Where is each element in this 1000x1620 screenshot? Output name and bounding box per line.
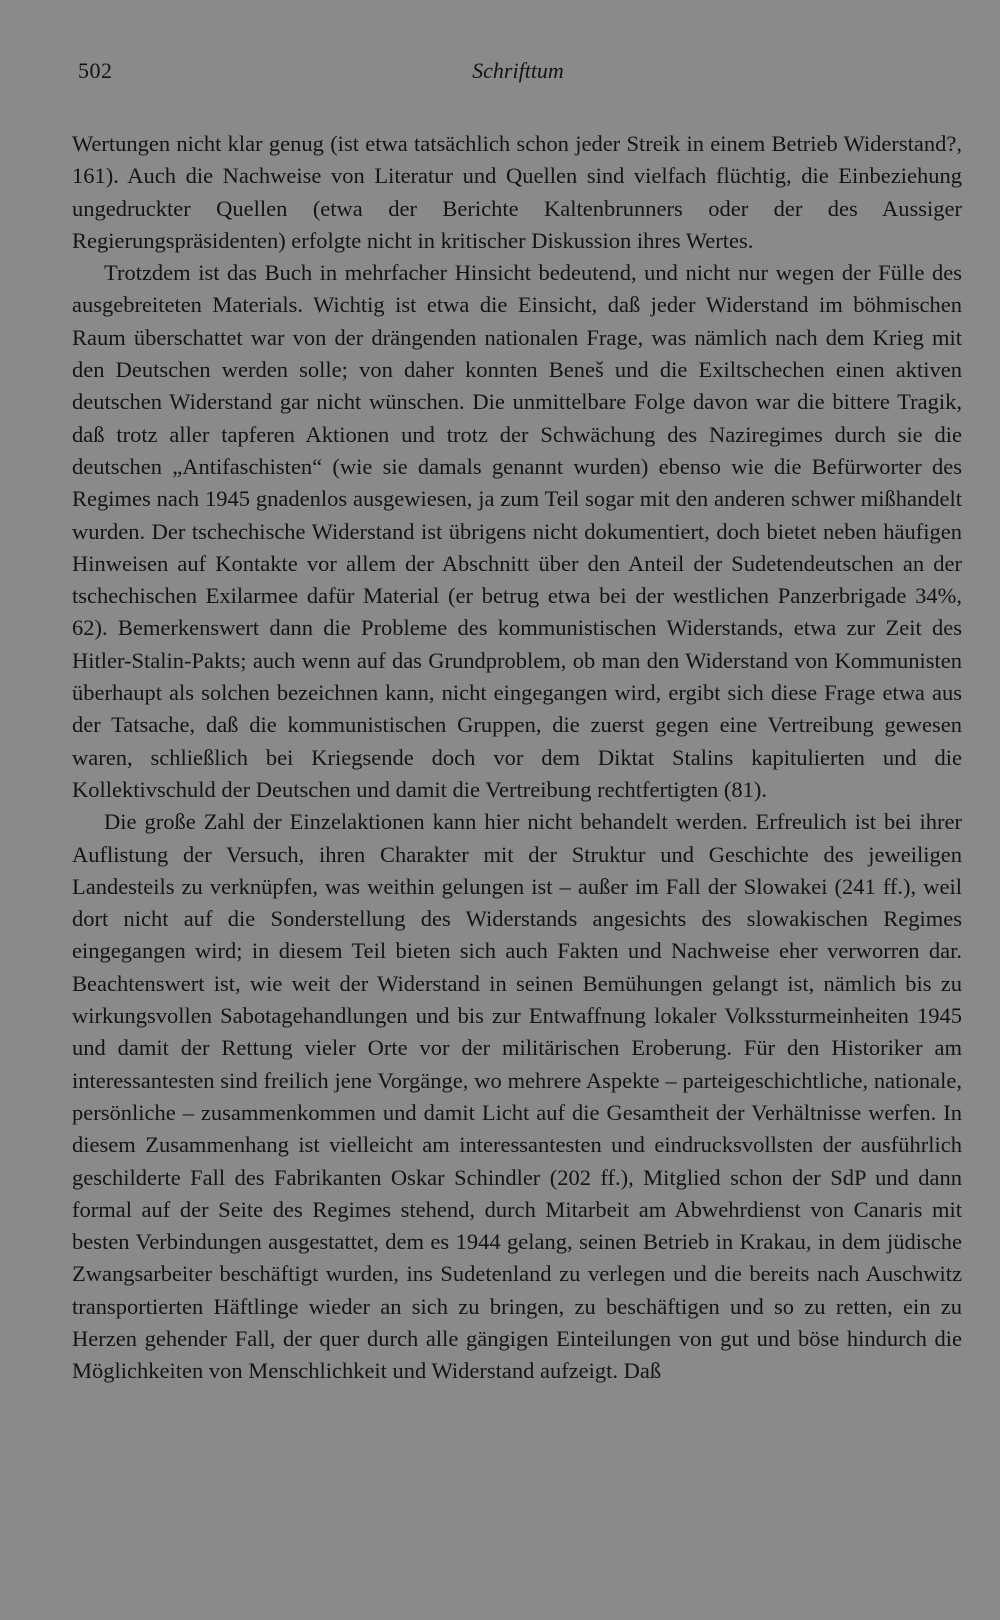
- running-head: [78, 58, 958, 92]
- paragraph-continuation: Wertungen nicht klar genug (ist etwa tatsächlich schon jeder Streik in einem Betrieb Widerstand?, 161). Auch die Nachweise von Literatur und Quellen sind vielfach flüchtig, die Einbeziehung ungedruckter Quellen (etwa der Berichte Kaltenbrunners oder der des Aussiger Regierungspräsidenten) erfolgte nicht in kritischer Diskussion ihres Wertes.: [72, 131, 962, 253]
- body-text: [72, 128, 962, 1388]
- paragraph: Trotzdem ist das Buch in mehrfacher Hinsicht bedeutend, und nicht nur wegen der Fülle des ausgebreiteten Materials. Wichtig ist etwa die Einsicht, daß jeder Widerstand im böhmischen Raum überschattet war von der drängenden nationalen Frage, was nämlich nach dem Krieg mit den Deutschen werden solle; von daher konnten Beneš und die Exiltschechen einen aktiven deutschen Widerstand gar nicht wünschen. Die unmittelbare Folge davon war die bittere Tragik, daß trotz aller tapferen Aktionen und trotz der Schwächung des Naziregimes durch sie die deutschen „Antifaschisten“ (wie sie damals genannt wurden) ebenso wie die Befürworter des Regimes nach 1945 gnadenlos ausgewiesen, ja zum Teil sogar mit den anderen schwer mißhandelt wurden. Der tschechische Widerstand ist übrigens nicht dokumentiert, doch bietet neben häufigen Hinweisen auf Kontakte vor allem der Abschnitt über den Anteil der Sudetendeutschen an der tschechischen Exilarmee dafür Material (er betrug etwa bei der westlichen Panzerbrigade 34%, 62). Bemerkenswert dann die Probleme des kommunistischen Widerstands, etwa zur Zeit des Hitler-Stalin-Pakts; auch wenn auf das Grundproblem, ob man den Widerstand von Kommunisten überhaupt als solchen bezeichnen kann, nicht eingegangen wird, ergibt sich diese Frage etwa aus der Tatsache, daß die kommunistischen Gruppen, die zuerst gegen eine Vertreibung gewesen waren, schließlich bei Kriegsende doch vor dem Diktat Stalins kapitulierten und die Kollektivschuld der Deutschen und damit die Vertreibung rechtfertigten (81).: [72, 260, 962, 802]
- paragraph: Die große Zahl der Einzelaktionen kann hier nicht behandelt werden. Erfreulich ist bei ihrer Auflistung der Versuch, ihren Charakter mit der Struktur und Geschichte des jeweiligen Landesteils zu verknüpfen, was weithin gelungen ist – außer im Fall der Slowakei (241 ff.), weil dort nicht auf die Sonderstellung des Widerstands angesichts des slowakischen Regimes eingegangen wird; in diesem Teil bieten sich auch Fakten und Nachweise eher verworren dar. Beachtenswert ist, wie weit der Widerstand in seinen Bemühungen gelangt ist, nämlich bis zu wirkungsvollen Sabotagehandlungen und bis zur Entwaffnung lokaler Volkssturmeinheiten 1945 und damit der Rettung vieler Orte vor der militärischen Eroberung. Für den Historiker am interessantesten sind freilich jene Vorgänge, wo mehrere Aspekte – parteigeschichtliche, nationale, persönliche – zusammenkommen und damit Licht auf die Gesamtheit der Verhältnisse werfen. In diesem Zusammenhang ist vielleicht am interessantesten und eindrucksvollsten der ausführlich geschilderte Fall des Fabrikanten Oskar Schindler (202 ff.), Mitglied schon der SdP und dann formal auf der Seite des Regimes stehend, durch Mitarbeit am Abwehrdienst von Canaris mit besten Verbindungen ausgestattet, dem es 1944 gelang, seinen Betrieb in Krakau, in dem jüdische Zwangsarbeiter beschäftigt wurden, ins Sudetenland zu verlegen und die bereits nach Auschwitz transportierten Häftlinge wieder an sich zu bringen, zu beschäftigen und so zu retten, ein zu Herzen gehender Fall, der quer durch alle gängigen Einteilungen von gut und böse hindurch die Möglichkeiten von Menschlichkeit und Widerstand aufzeigt. Daß: [72, 809, 962, 1384]
- running-title: Schrifttum: [472, 58, 564, 83]
- page-number: 502: [78, 58, 113, 83]
